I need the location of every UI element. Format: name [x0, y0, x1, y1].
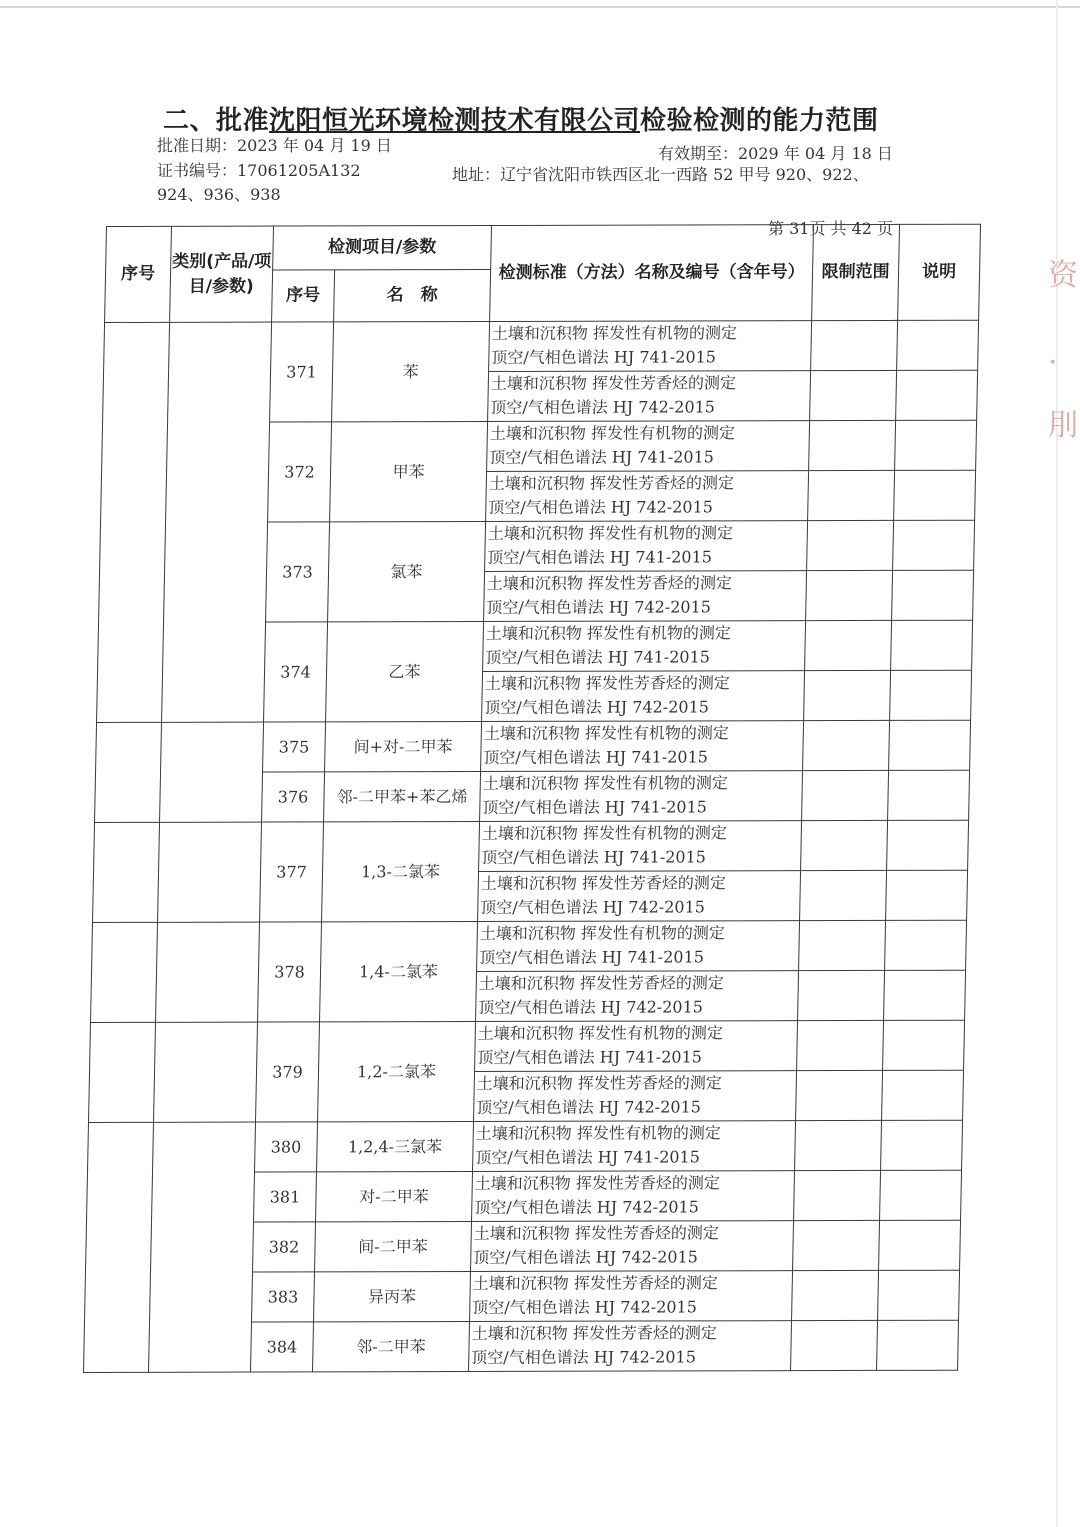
limit-cell: [802, 770, 889, 820]
standard-cell: [473, 1121, 796, 1172]
standard-cell: [475, 1021, 798, 1072]
item-number: 377: [260, 822, 324, 922]
limit-cell: [808, 470, 895, 520]
note-cell: [886, 870, 968, 920]
standard-line: 土壤和沉积物 挥发性芳香烃的测定: [486, 573, 733, 593]
category-cell: [158, 822, 262, 922]
address: 地址：辽宁省沈阳市铁西区北一西路 52 甲号 920、922、: [452, 165, 869, 184]
limit-cell: [807, 520, 894, 570]
item-name: 1,4-二氯苯: [320, 921, 478, 1021]
table-row: [94, 820, 969, 872]
standard-cell: [478, 871, 801, 922]
seal-fragment-1: 资: [1048, 258, 1078, 293]
standard-line: 土壤和沉积物 挥发性有机物的测定: [477, 1023, 724, 1043]
seq-cell: [89, 1022, 156, 1122]
standard-line: 土壤和沉积物 挥发性芳香烃的测定: [473, 1223, 720, 1243]
standard-line: 土壤和沉积物 挥发性芳香烃的测定: [488, 473, 735, 493]
seq-cell: [83, 1122, 153, 1372]
limit-cell: [806, 570, 893, 620]
limit-cell: [811, 320, 898, 370]
note-cell: [894, 470, 976, 520]
standard-line: 土壤和沉积物 挥发性有机物的测定: [479, 923, 726, 943]
limit-cell: [794, 1170, 881, 1220]
standard-line: 顶空/气相色谱法 HJ 741-2015: [482, 797, 708, 817]
standard-line: 顶空/气相色谱法 HJ 741-2015: [487, 547, 713, 567]
standard-cell: [486, 471, 809, 522]
standard-line: 顶空/气相色谱法 HJ 742-2015: [486, 597, 712, 617]
header-limit: 限制范围: [812, 224, 900, 320]
item-name: 氯苯: [328, 521, 486, 621]
standard-cell: [488, 371, 811, 422]
capability-table: [83, 224, 981, 1373]
limit-cell: [810, 370, 897, 420]
note-cell: [895, 420, 977, 470]
item-number: 373: [266, 522, 330, 622]
note-cell: [890, 670, 972, 720]
standard-cell: [471, 1221, 794, 1272]
standard-cell: [483, 621, 806, 672]
standard-line: 土壤和沉积物 挥发性芳香烃的测定: [474, 1173, 721, 1193]
page-title: 二、批准沈阳恒光环境检测技术有限公司检验检测的能力范围: [163, 106, 879, 136]
item-number: 376: [262, 772, 325, 822]
limit-cell: [809, 420, 896, 470]
note-cell: [880, 1170, 962, 1220]
table-row: [92, 920, 967, 972]
standard-cell: [476, 971, 799, 1022]
standard-line: 顶空/气相色谱法 HJ 742-2015: [490, 397, 716, 417]
seal-fragment-2: ·: [1048, 345, 1058, 380]
header-item-group: 检测项目/参数: [273, 225, 492, 270]
standard-line: 土壤和沉积物 挥发性有机物的测定: [475, 1123, 722, 1143]
category-cell: [156, 922, 260, 1022]
note-cell: [879, 1220, 961, 1270]
item-name: 甲苯: [330, 421, 488, 521]
standard-line: 顶空/气相色谱法 HJ 741-2015: [481, 847, 707, 867]
standard-line: 顶空/气相色谱法 HJ 742-2015: [476, 1097, 702, 1117]
item-number: 378: [258, 922, 322, 1022]
standard-line: 土壤和沉积物 挥发性有机物的测定: [485, 623, 732, 643]
item-number: 380: [255, 1122, 318, 1172]
standard-line: 土壤和沉积物 挥发性有机物的测定: [483, 723, 730, 743]
valid-until: 有效期至：2029 年 04 月 18 日: [658, 144, 893, 163]
standard-line: 顶空/气相色谱法 HJ 742-2015: [472, 1297, 698, 1317]
table-row: [104, 320, 979, 372]
standard-line: 顶空/气相色谱法 HJ 741-2015: [483, 747, 709, 767]
standard-line: 土壤和沉积物 挥发性芳香烃的测定: [471, 1323, 718, 1343]
limit-cell: [791, 1320, 878, 1370]
standard-line: 顶空/气相色谱法 HJ 742-2015: [473, 1247, 699, 1267]
standard-line: 顶空/气相色谱法 HJ 741-2015: [489, 447, 715, 467]
header-item-name: 名 称: [334, 269, 491, 321]
category-cell: [162, 322, 272, 722]
item-name: 间+对-二甲苯: [325, 721, 482, 771]
limit-cell: [799, 920, 886, 970]
limit-cell: [793, 1220, 880, 1270]
limit-cell: [801, 820, 888, 870]
standard-line: 土壤和沉积物 挥发性有机物的测定: [482, 773, 729, 793]
header-standard: 检测标准（方法）名称及编号（含年号）: [490, 225, 814, 322]
scan-top-edge: [0, 6, 1080, 8]
header-category: 类别(产品/项目/参数): [170, 226, 274, 322]
standard-line: 土壤和沉积物 挥发性芳香烃的测定: [478, 973, 725, 993]
standard-cell: [485, 521, 808, 572]
category-cell: [160, 722, 264, 822]
note-cell: [885, 920, 967, 970]
limit-cell: [805, 620, 892, 670]
standard-line: 土壤和沉积物 挥发性芳香烃的测定: [490, 373, 737, 393]
standard-line: 顶空/气相色谱法 HJ 742-2015: [474, 1197, 700, 1217]
table-row: [90, 1020, 965, 1072]
header-seq: 序号: [105, 226, 172, 322]
seq-cell: [97, 322, 170, 722]
limit-cell: [804, 670, 891, 720]
item-name: 1,3-二氯苯: [322, 821, 480, 921]
item-name: 邻-二甲苯: [312, 1321, 469, 1371]
header-item-seq: 序号: [272, 270, 335, 322]
standard-line: 顶空/气相色谱法 HJ 742-2015: [478, 997, 704, 1017]
seal-fragment-3: 刖: [1048, 408, 1078, 443]
limit-cell: [803, 720, 890, 770]
standard-cell: [487, 421, 810, 472]
note-cell: [882, 1070, 964, 1120]
table-body: [83, 320, 978, 1372]
standard-line: 土壤和沉积物 挥发性有机物的测定: [487, 523, 734, 543]
item-number: 379: [256, 1022, 320, 1122]
standard-line: 顶空/气相色谱法 HJ 741-2015: [485, 647, 711, 667]
approval-date: 批准日期：2023 年 04 月 19 日: [157, 136, 392, 155]
limit-cell: [797, 1020, 884, 1070]
item-name: 乙苯: [326, 621, 484, 721]
standard-line: 顶空/气相色谱法 HJ 742-2015: [484, 697, 710, 717]
note-cell: [893, 520, 975, 570]
item-name: 间-二甲苯: [315, 1221, 472, 1271]
standard-line: 顶空/气相色谱法 HJ 742-2015: [488, 497, 714, 517]
standard-line: 顶空/气相色谱法 HJ 741-2015: [491, 347, 717, 367]
limit-cell: [800, 870, 887, 920]
item-name: 异丙苯: [314, 1271, 471, 1321]
note-cell: [884, 970, 966, 1020]
standard-cell: [484, 571, 807, 622]
certificate-number: 证书编号：17061205A132: [157, 161, 361, 180]
item-number: 374: [264, 622, 328, 722]
item-name: 苯: [332, 321, 490, 421]
standard-line: 土壤和沉积物 挥发性芳香烃的测定: [472, 1273, 719, 1293]
header-note: 说明: [898, 224, 981, 320]
standard-cell: [472, 1171, 795, 1222]
seq-cell: [95, 722, 162, 822]
seq-cell: [93, 822, 160, 922]
page-number: 第 31页 共 42 页: [768, 219, 894, 238]
item-number: 384: [250, 1322, 313, 1372]
standard-cell: [489, 321, 812, 372]
standard-line: 土壤和沉积物 挥发性芳香烃的测定: [484, 673, 731, 693]
item-number: 371: [270, 322, 334, 422]
category-cell: [154, 1022, 258, 1122]
standard-cell: [479, 821, 802, 872]
limit-cell: [796, 1070, 883, 1120]
note-cell: [889, 720, 971, 770]
note-cell: [891, 620, 973, 670]
item-number: 382: [253, 1222, 316, 1272]
standard-line: 土壤和沉积物 挥发性有机物的测定: [491, 323, 738, 343]
standard-cell: [469, 1321, 792, 1372]
standard-line: 土壤和沉积物 挥发性芳香烃的测定: [480, 873, 727, 893]
category-cell: [148, 1122, 255, 1372]
item-number: 383: [251, 1272, 314, 1322]
standard-cell: [482, 671, 805, 722]
note-cell: [883, 1020, 965, 1070]
note-cell: [896, 370, 978, 420]
note-cell: [897, 320, 979, 370]
item-number: 381: [254, 1172, 317, 1222]
standard-line: 顶空/气相色谱法 HJ 741-2015: [477, 1047, 703, 1067]
standard-cell: [470, 1271, 793, 1322]
standard-line: 顶空/气相色谱法 HJ 742-2015: [471, 1347, 697, 1367]
table-row: [96, 720, 971, 772]
standard-line: 顶空/气相色谱法 HJ 742-2015: [480, 897, 706, 917]
limit-cell: [792, 1270, 879, 1320]
item-name: 1,2-二氯苯: [318, 1021, 476, 1121]
seq-cell: [91, 922, 158, 1022]
standard-line: 顶空/气相色谱法 HJ 741-2015: [479, 947, 705, 967]
note-cell: [888, 770, 970, 820]
standard-line: 土壤和沉积物 挥发性芳香烃的测定: [476, 1073, 723, 1093]
note-cell: [877, 1320, 959, 1370]
item-name: 1,2,4-三氯苯: [317, 1121, 474, 1171]
note-cell: [881, 1120, 963, 1170]
scan-right-edge: [1056, 0, 1058, 1527]
item-number: 372: [268, 422, 332, 522]
note-cell: [892, 570, 974, 620]
standard-cell: [481, 721, 804, 772]
item-name: 对-二甲苯: [316, 1171, 473, 1221]
limit-cell: [798, 970, 885, 1020]
note-cell: [887, 820, 969, 870]
standard-line: 土壤和沉积物 挥发性有机物的测定: [489, 423, 736, 443]
standard-line: 土壤和沉积物 挥发性有机物的测定: [481, 823, 728, 843]
item-number: 375: [263, 722, 326, 772]
standard-cell: [480, 771, 803, 822]
item-name: 邻-二甲苯+苯乙烯: [324, 771, 481, 821]
standard-line: 顶空/气相色谱法 HJ 741-2015: [475, 1147, 701, 1167]
address-continued: 924、936、938: [157, 185, 281, 204]
standard-cell: [474, 1071, 797, 1122]
note-cell: [878, 1270, 960, 1320]
table-row: [87, 1120, 962, 1172]
limit-cell: [795, 1120, 882, 1170]
standard-cell: [477, 921, 800, 972]
